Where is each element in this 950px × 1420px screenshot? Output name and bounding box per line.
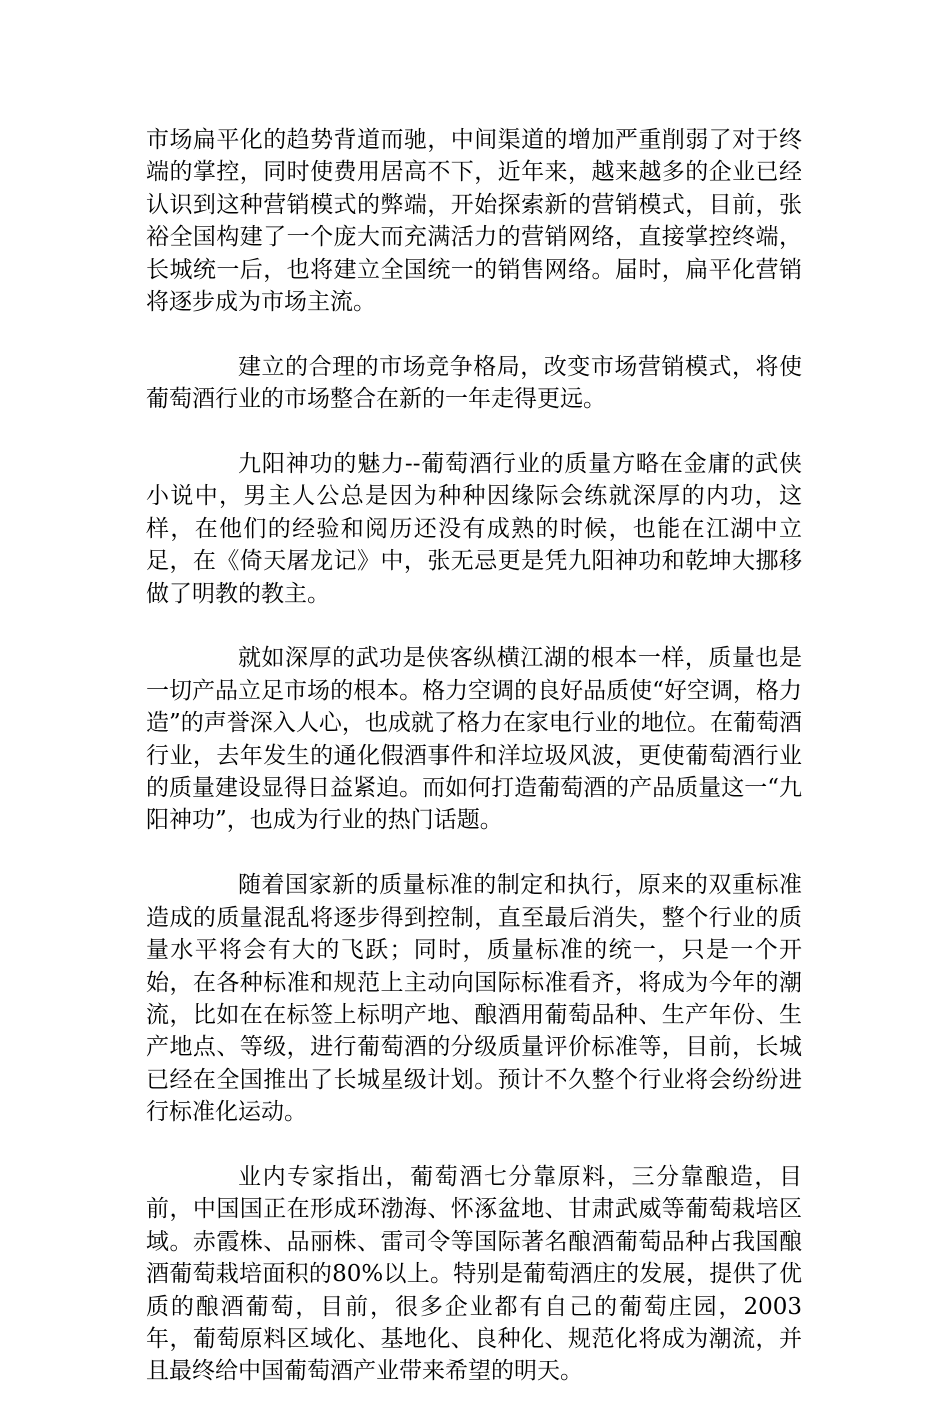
paragraph-6: 业内专家指出，葡萄酒七分靠原料，三分靠酿造，目前，中国国正在形成环渤海、怀涿盆地、甘肃武威等葡萄栽培区域。赤霞株、品丽株、雷司令等国际著名酿酒葡萄品种占我国酿酒葡萄栽培面积的80%以上。特别是葡萄酒庄的发展，提供了优质的酿酒葡萄，目前，很多企业都有自己的葡萄庄园，2003年，葡萄原料区域化、基地化、良种化、规范化将成为潮流，并且最终给中国葡萄酒产业带来希望的明天。 [146,1163,802,1385]
document-body [146,124,802,1420]
paragraph-5: 随着国家新的质量标准的制定和执行，原来的双重标准造成的质量混乱将逐步得到控制，直至最后消失，整个行业的质量水平将会有大的飞跃；同时，质量标准的统一，只是一个开始，在各种标准和规范上主动向国际标准看齐，将成为今年的潮流，比如在在标签上标明产地、酿酒用葡萄品种、生产年份、生产地点、等级，进行葡萄酒的分级质量评价标准等，目前，长城已经在全国推出了长城星级计划。预计不久整个行业将会纷纷进行标准化运动。 [146,872,802,1126]
paragraph-1: 市场扁平化的趋势背道而驰，中间渠道的增加严重削弱了对于终端的掌控，同时使费用居高不下，近年来，越来越多的企业已经认识到这种营销模式的弊端，开始探索新的营销模式，目前，张裕全国构建了一个庞大而充满活力的营销网络，直接掌控终端，长城统一后，也将建立全国统一的销售网络。届时，扁平化营销将逐步成为市场主流。 [146,127,802,316]
paragraph-3: 九阳神功的魅力--葡萄酒行业的质量方略在金庸的武侠小说中，男主人公总是因为种种因缘际会练就深厚的内功，这样，在他们的经验和阅历还没有成熟的时候，也能在江湖中立足，在《倚天屠龙记》中，张无忌更是凭九阳神功和乾坤大挪移做了明教的教主。 [146,451,802,607]
paragraph-2: 建立的合理的市场竞争格局，改变市场营销模式，将使葡萄酒行业的市场整合在新的一年走得更远。 [146,353,802,413]
paragraph-4: 就如深厚的武功是侠客纵横江湖的根本一样，质量也是一切产品立足市场的根本。格力空调的良好品质使“好空调，格力造”的声誉深入人心，也成就了格力在家电行业的地位。在葡萄酒行业，去年发生的通化假酒事件和洋垃圾风波，更使葡萄酒行业的质量建设显得日益紧迫。而如何打造葡萄酒的产品质量这一“九阳神功”，也成为行业的热门话题。 [146,645,802,834]
